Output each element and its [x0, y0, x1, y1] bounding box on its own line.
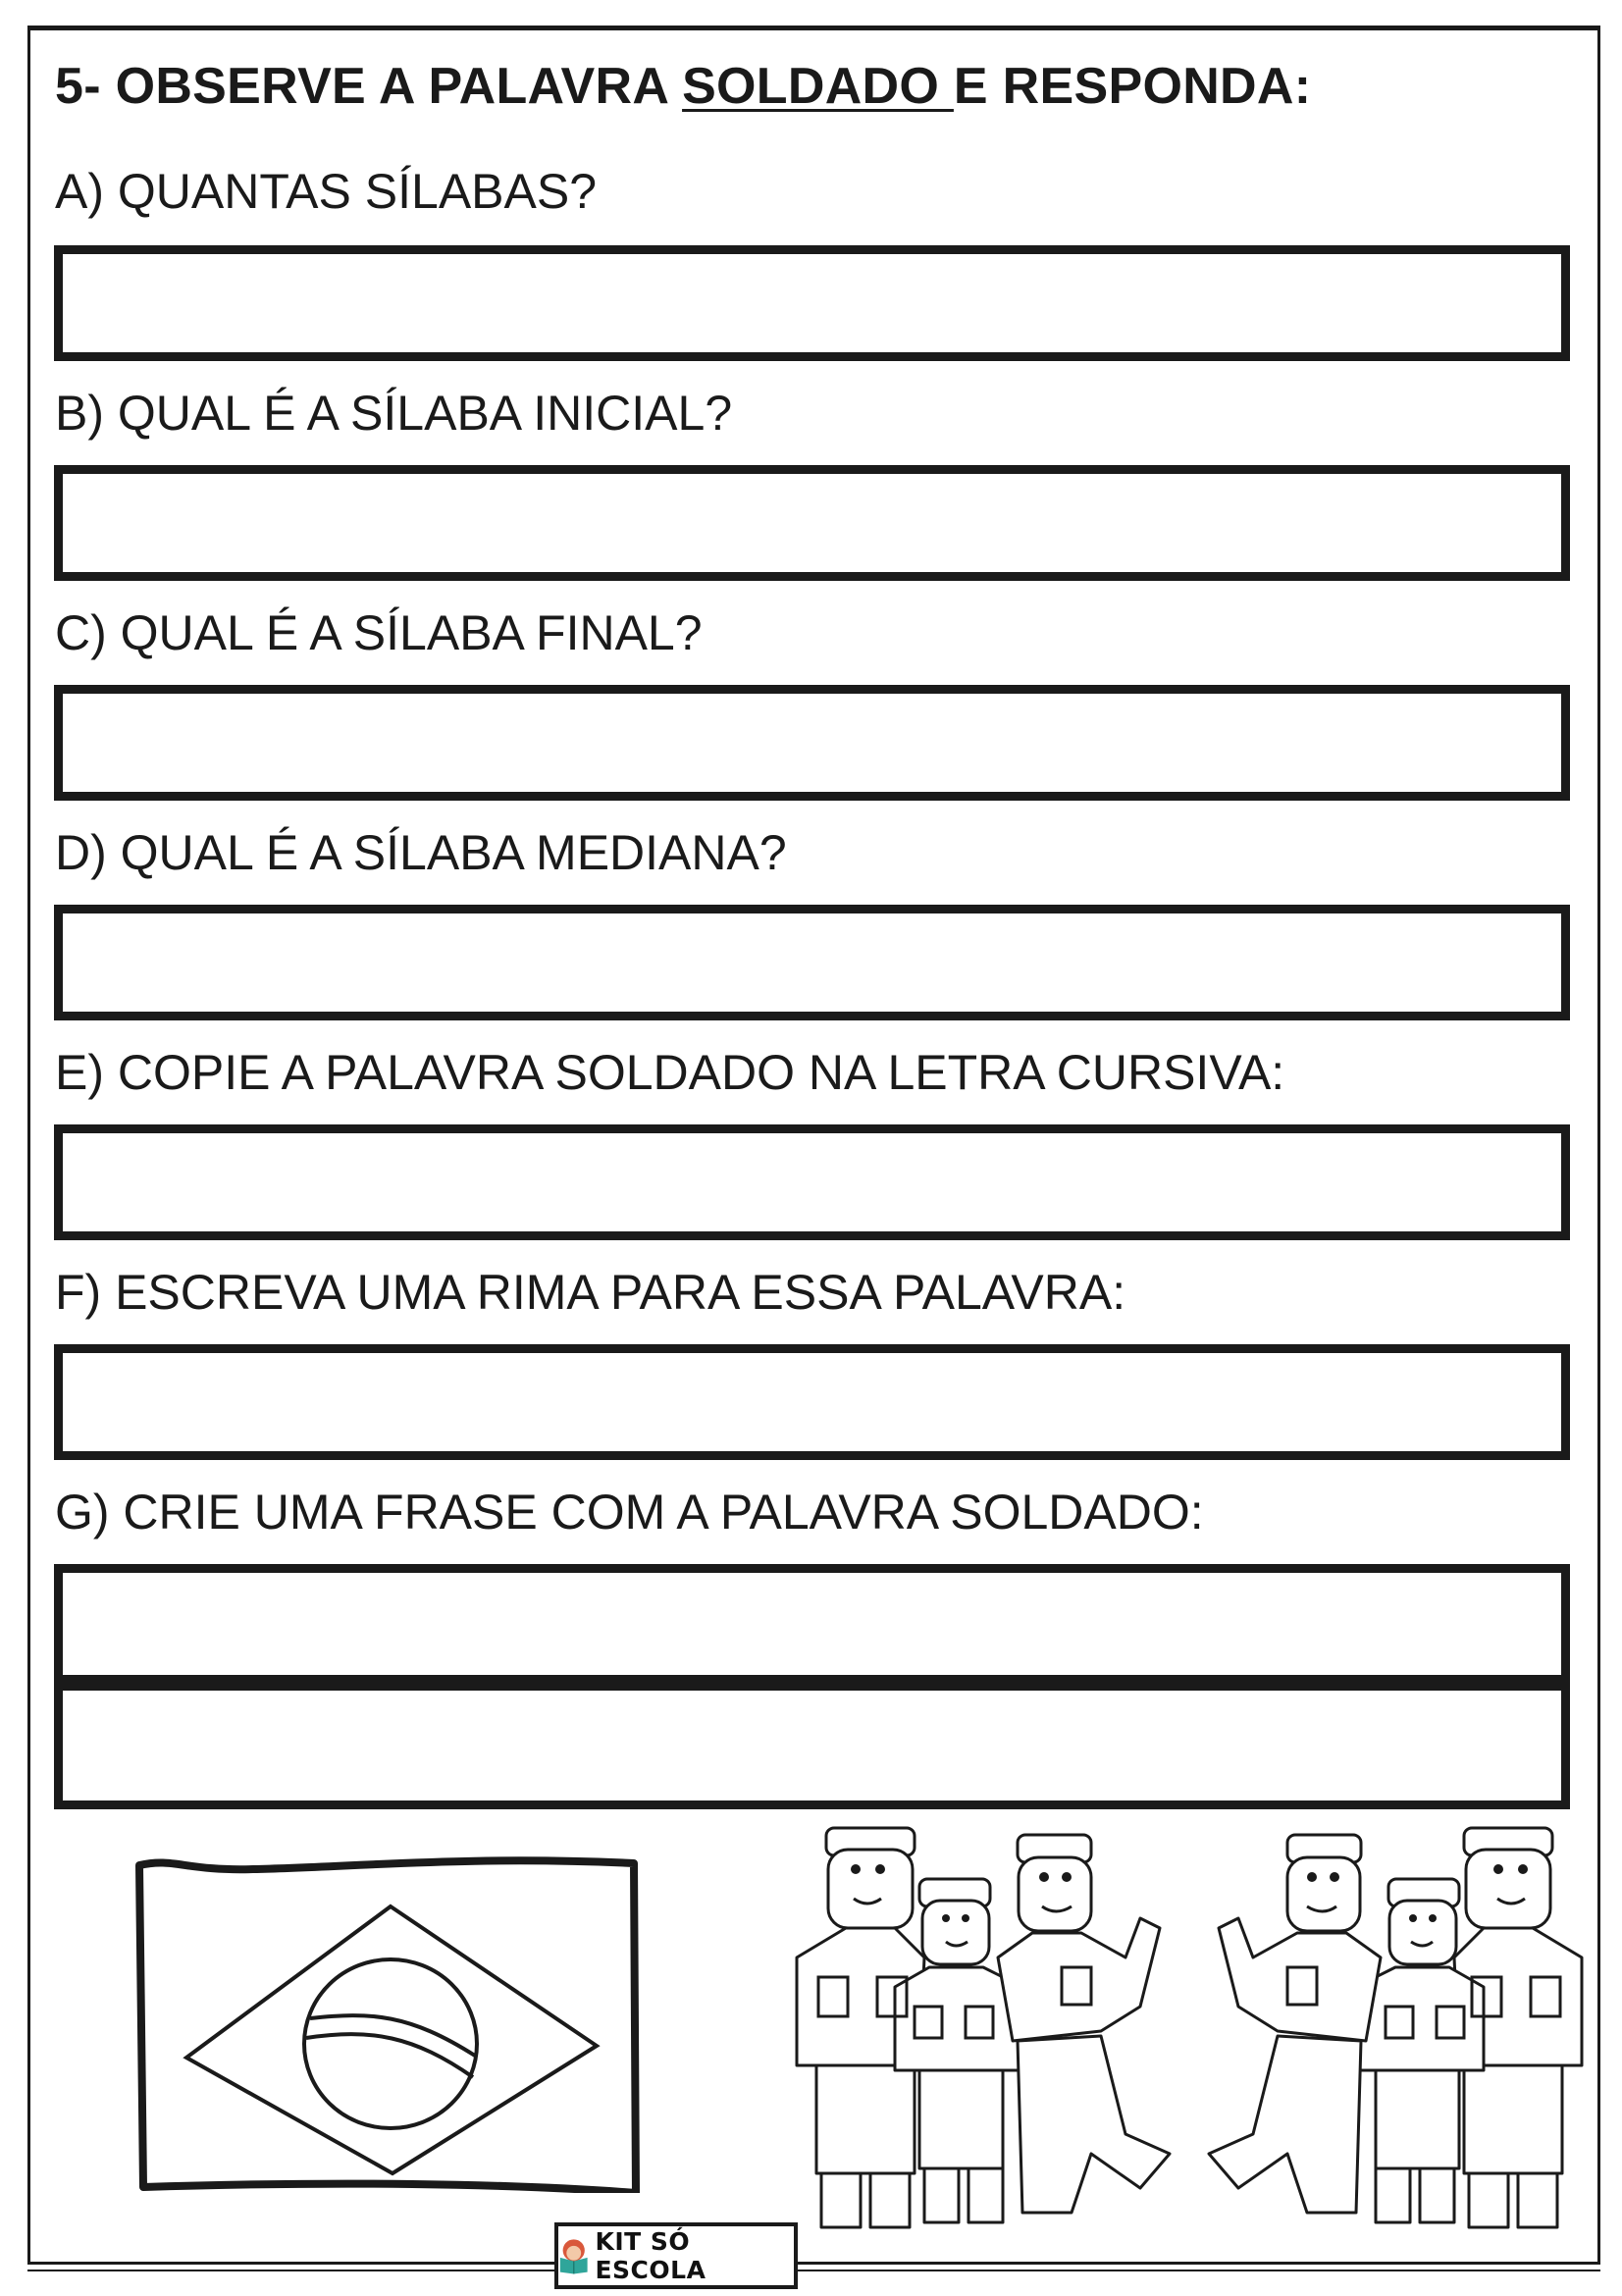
answer-box-a[interactable]	[54, 245, 1570, 361]
question-e-label: E) COPIE A PALAVRA SOLDADO NA LETRA CURSIVA:	[55, 1045, 1285, 1100]
answer-box-c[interactable]	[54, 685, 1570, 801]
question-d-label: D) QUAL É A SÍLABA MEDIANA?	[55, 825, 787, 880]
question-f-label: F) ESCREVA UMA RIMA PARA ESSA PALAVRA:	[55, 1265, 1126, 1320]
question-g-label: G) CRIE UMA FRASE COM A PALAVRA SOLDADO:	[55, 1485, 1204, 1539]
answer-box-divider	[63, 1675, 1561, 1691]
answer-box-e[interactable]	[54, 1124, 1570, 1240]
title-suffix: E RESPONDA:	[953, 58, 1312, 115]
question-a-label: A) QUANTAS SÍLABAS?	[55, 164, 598, 219]
answer-box-b[interactable]	[54, 465, 1570, 581]
footer-rule	[27, 2263, 1600, 2271]
soldiers-illustration-right	[1199, 1820, 1592, 2252]
answer-box-d[interactable]	[54, 905, 1570, 1020]
title-underlined-word: SOLDADO	[682, 58, 954, 115]
brazil-flag-illustration	[135, 1850, 646, 2193]
brand-badge	[554, 2222, 798, 2289]
girl-reading-book-icon	[558, 2236, 589, 2275]
title-prefix: 5- OBSERVE A PALAVRA	[55, 58, 683, 115]
answer-box-f[interactable]	[54, 1344, 1570, 1460]
page-title	[55, 57, 1311, 116]
answer-box-g[interactable]	[54, 1564, 1570, 1809]
question-c-label: C) QUAL É A SÍLABA FINAL?	[55, 605, 703, 660]
soldiers-illustration-left	[787, 1820, 1179, 2252]
brand-name: KIT SÓ ESCOLA	[595, 2227, 706, 2284]
question-b-label: B) QUAL É A SÍLABA INICIAL?	[55, 386, 733, 441]
